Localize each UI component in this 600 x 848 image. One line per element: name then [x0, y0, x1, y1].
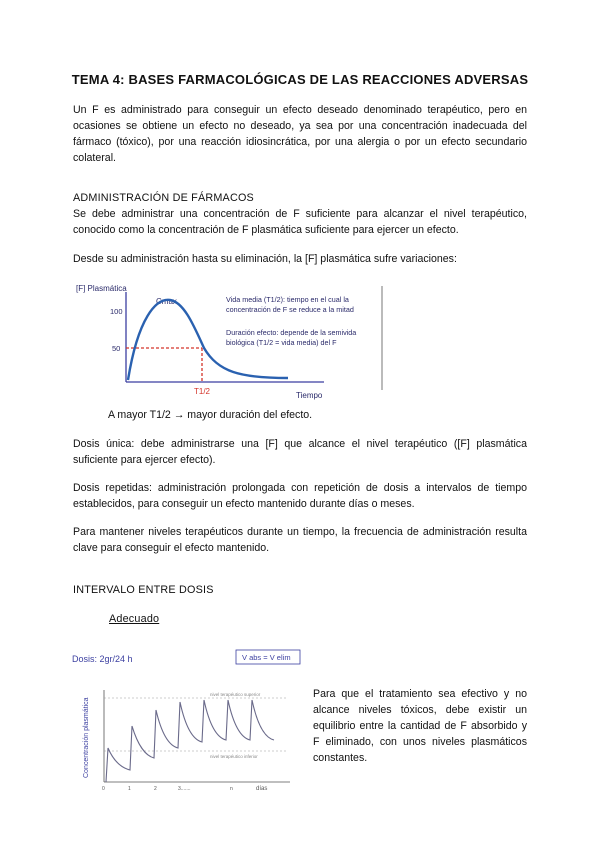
dosing-curve — [106, 700, 274, 782]
repeated-dose-paragraph: Dosis repetidas: administración prolongada con repetición de dosis a intervalos de tiempo establecidos, para conseguir un efecto mantenido durante días o meses. — [73, 482, 527, 510]
single-dose-paragraph: Dosis única: debe administrarse una [F] que alcance el nivel terapéutico ([F] plasmática suficiente para ejercer efecto). — [73, 438, 527, 466]
lower-therapeutic-label: nivel terapéutico inferior — [210, 754, 258, 759]
x-tick-2: 2 — [154, 786, 157, 792]
duration-note-1: Duración efecto: depende de la semivida — [226, 328, 357, 337]
upper-therapeutic-label: nivel terapéutico superior — [210, 692, 261, 697]
x-axis-label: días — [256, 786, 268, 792]
half-life-note-2: concentración de F se reduce a la mitad — [226, 305, 354, 314]
admin-paragraph: Se debe administrar una concentración de F suficiente para alcanzar el nivel terapéutico, conocido como la concentración de F plasmática suficiente para ejercer un efecto. — [73, 208, 527, 236]
tick-100: 100 — [110, 307, 123, 316]
half-life-note-1: Vida media (T1/2): tiempo en el cual la — [226, 295, 349, 304]
y-axis-label: Concentración plasmática — [83, 697, 90, 778]
x-tick-1: 1 — [128, 786, 131, 792]
interval-subheading: Adecuado — [109, 613, 160, 625]
formula-label: V abs = V elim — [242, 653, 291, 662]
duration-note-2: biológica (T1/2 = vida media) del F — [226, 338, 337, 347]
page-title: TEMA 4: BASES FARMACOLÓGICAS DE LAS REACCIONES ADVERSAS — [71, 72, 529, 87]
x-tick-n: n — [230, 786, 233, 792]
t12-label: T1/2 — [194, 387, 211, 396]
x-axis-label: Tiempo — [296, 391, 323, 400]
repeated-dosing-figure — [70, 636, 308, 798]
admin-heading: ADMINISTRACIÓN DE FÁRMACOS — [73, 192, 254, 204]
interval-heading: INTERVALO ENTRE DOSIS — [73, 584, 214, 596]
y-axis-label: [F] Plasmática — [76, 284, 127, 293]
maintain-paragraph: Para mantener niveles terapéuticos durante un tiempo, la frecuencia de administración resulta clave para conseguir el efecto mantenido. — [73, 526, 527, 554]
tick-50: 50 — [112, 344, 121, 353]
admin-variation-paragraph: Desde su administración hasta su eliminación, la [F] plasmática sufre variaciones: — [73, 253, 457, 265]
x-tick-3: 3....... — [178, 786, 191, 792]
intro-paragraph: Un F es administrado para conseguir un efecto deseado denominado terapéutico, pero en ocasiones se obtiene un efecto no deseado, ya sea por una concentración inadecuada del fármaco (tóxico), por una reacción idiosincrática, por una alergia o por un efecto secundario colateral. — [73, 104, 527, 164]
figure-caption: A mayor T1/2 → mayor duración del efecto. — [108, 409, 313, 421]
x-tick-0: 0 — [102, 786, 105, 792]
cmax-label: Cmax — [156, 297, 177, 306]
interval-paragraph: Para que el tratamiento sea efectivo y no alcance niveles tóxicos, debe existir un equilibrio entre la cantidad de F absorbido y F eliminado, con unos niveles plasmáticos constantes. — [313, 688, 527, 764]
dose-label: Dosis: 2gr/24 h — [72, 654, 133, 664]
plasma-concentration-figure — [70, 278, 390, 400]
